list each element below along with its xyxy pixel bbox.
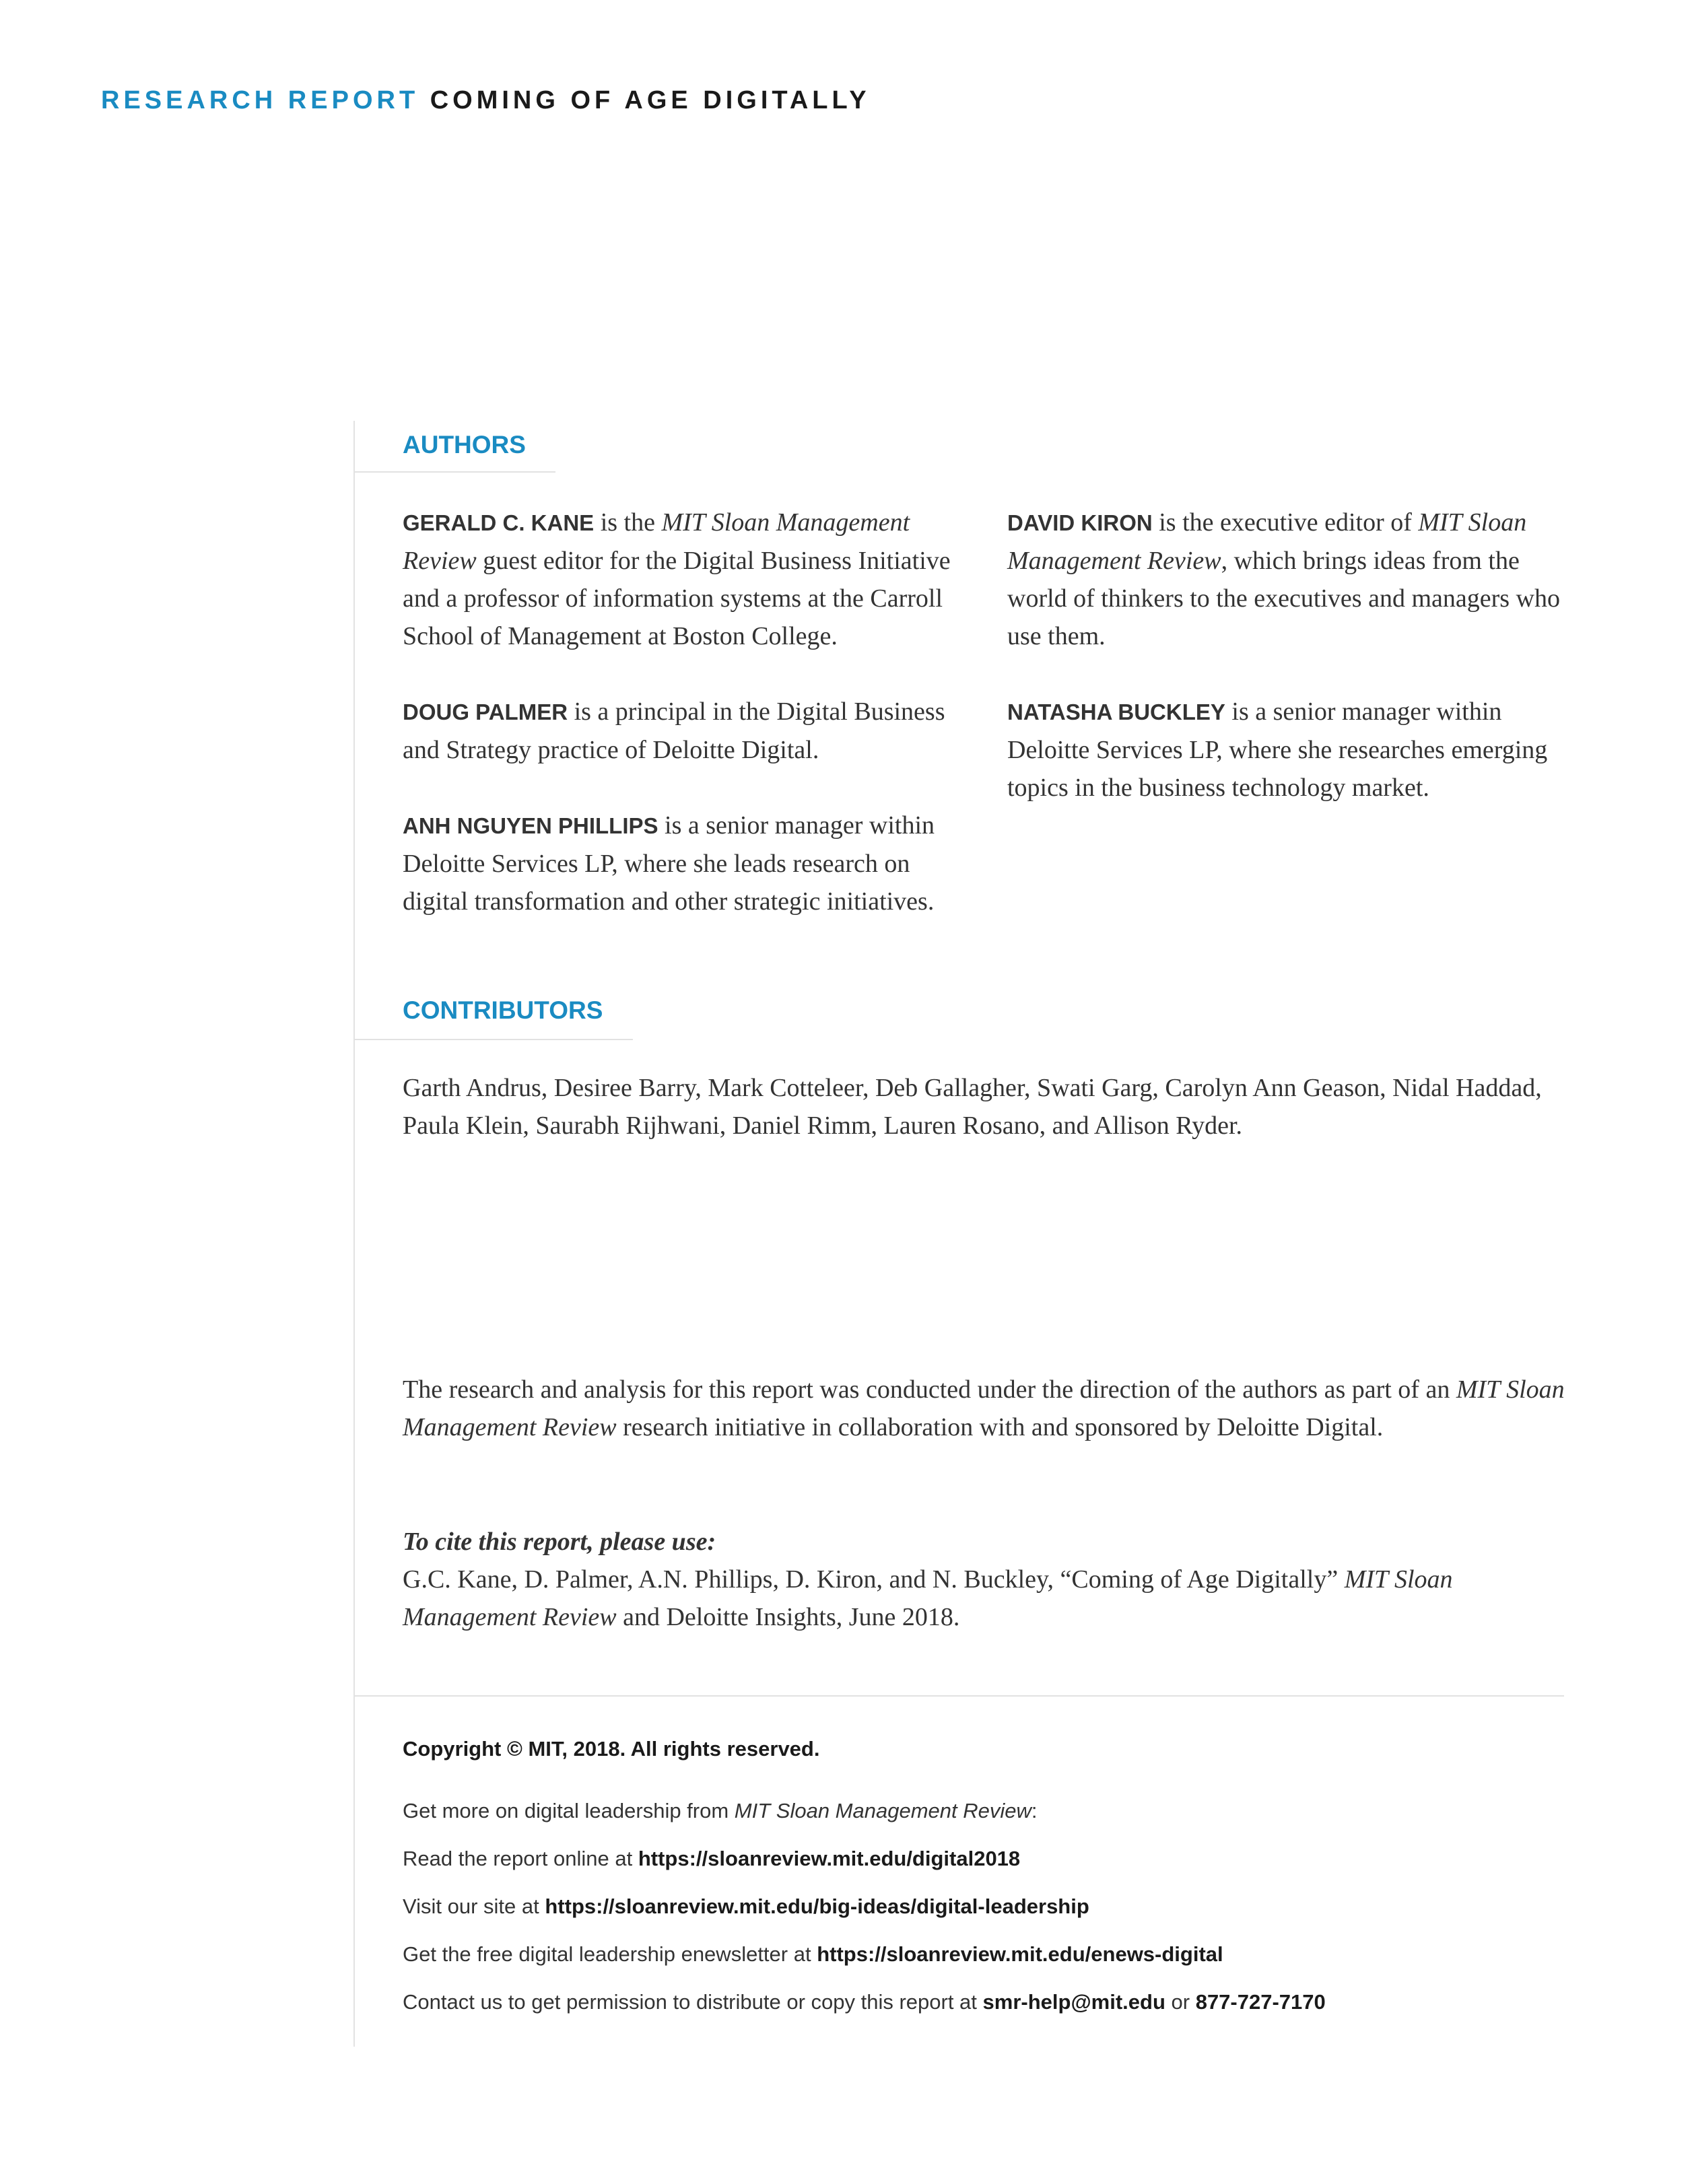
publication-name: MIT Sloan Management Review xyxy=(1007,508,1527,575)
contact-phone[interactable]: 877-727-7170 xyxy=(1195,1990,1326,2014)
author-bio-palmer: DOUG PALMER is a principal in the Digital Business and Strategy practice of Deloitte Digital. xyxy=(403,697,945,764)
report-header xyxy=(101,86,871,115)
vertical-divider xyxy=(353,421,355,2047)
author-name: GERALD C. KANE xyxy=(403,510,595,535)
contact-line: Contact us to get permission to distribute or copy this report at smr-help@mit.edu or 877-727-7170 xyxy=(403,1990,1326,2014)
author-name: DAVID KIRON xyxy=(1007,510,1153,535)
author-bio-buckley: NATASHA BUCKLEY is a senior manager within Deloitte Services LP, where she researches emerging topics in the business technology market. xyxy=(1007,697,1548,802)
contributors-list: Garth Andrus, Desiree Barry, Mark Cotteleer, Deb Gallagher, Swati Garg, Carolyn Ann Geason, Nidal Haddad, Paula Klein, Saurabh Rijhwani, Daniel Rimm, Lauren Rosano, and Allison Ryder. xyxy=(403,1074,1542,1140)
site-visit-line: Visit our site at https://sloanreview.mit.edu/big-ideas/digital-leadership xyxy=(403,1895,1089,1918)
report-online-line: Read the report online at https://sloanreview.mit.edu/digital2018 xyxy=(403,1847,1021,1870)
citation-text: G.C. Kane, D. Palmer, A.N. Phillips, D. Kiron, and N. Buckley, “Coming of Age Digitally” MIT Sloan Management Review and Deloitte Insights, June 2018. xyxy=(403,1565,1453,1631)
authors-right-column xyxy=(1007,504,1573,844)
report-title: COMING OF AGE DIGITALLY xyxy=(430,86,871,114)
more-info-line: Get more on digital leadership from MIT Sloan Management Review: xyxy=(403,1799,1038,1822)
newsletter-link[interactable]: https://sloanreview.mit.edu/enews-digital xyxy=(817,1942,1223,1966)
author-bio-kiron: DAVID KIRON is the executive editor of MIT Sloan Management Review, which brings ideas from the world of thinkers to the executives and managers who use them. xyxy=(1007,508,1560,650)
citation-label: To cite this report, please use: xyxy=(403,1528,716,1556)
publication-name: MIT Sloan Management Review xyxy=(403,508,910,575)
author-name: NATASHA BUCKLEY xyxy=(1007,699,1225,724)
author-name: DOUG PALMER xyxy=(403,699,568,724)
contact-email-link[interactable]: smr-help@mit.edu xyxy=(982,1990,1165,2014)
report-online-link[interactable]: https://sloanreview.mit.edu/digital2018 xyxy=(638,1847,1021,1870)
author-bio-phillips: ANH NGUYEN PHILLIPS is a senior manager within Deloitte Services LP, where she leads research on digital transformation and other strategic initiatives. xyxy=(403,811,935,916)
research-note: The research and analysis for this report was conducted under the direction of the authors as part of an MIT Sloan Management Review research initiative in collaboration with and sponsored by Deloitte Digital. xyxy=(403,1375,1565,1441)
publication-name: MIT Sloan Management Review xyxy=(734,1799,1031,1822)
footer-divider xyxy=(353,1695,1564,1697)
site-link[interactable]: https://sloanreview.mit.edu/big-ideas/digital-leadership xyxy=(545,1895,1089,1918)
author-bio-kane: GERALD C. KANE is the MIT Sloan Management Review guest editor for the Digital Business Initiative and a professor of information systems at the Carroll School of Management at Boston College. xyxy=(403,508,951,650)
publication-name: MIT Sloan Management Review xyxy=(403,1375,1565,1441)
contributors-heading-rule xyxy=(353,1039,633,1040)
report-tag: RESEARCH REPORT xyxy=(101,86,419,114)
copyright-notice: Copyright © MIT, 2018. All rights reserved. xyxy=(403,1737,820,1761)
newsletter-line: Get the free digital leadership enewsletter at https://sloanreview.mit.edu/enews-digital xyxy=(403,1942,1223,1966)
authors-left-column xyxy=(403,504,968,958)
publication-name: MIT Sloan Management Review xyxy=(403,1565,1453,1631)
author-name: ANH NGUYEN PHILLIPS xyxy=(403,813,658,838)
citation-block xyxy=(403,1523,1574,1636)
authors-heading-rule xyxy=(353,471,555,473)
authors-heading: AUTHORS xyxy=(403,431,526,458)
contributors-heading: CONTRIBUTORS xyxy=(403,996,603,1024)
